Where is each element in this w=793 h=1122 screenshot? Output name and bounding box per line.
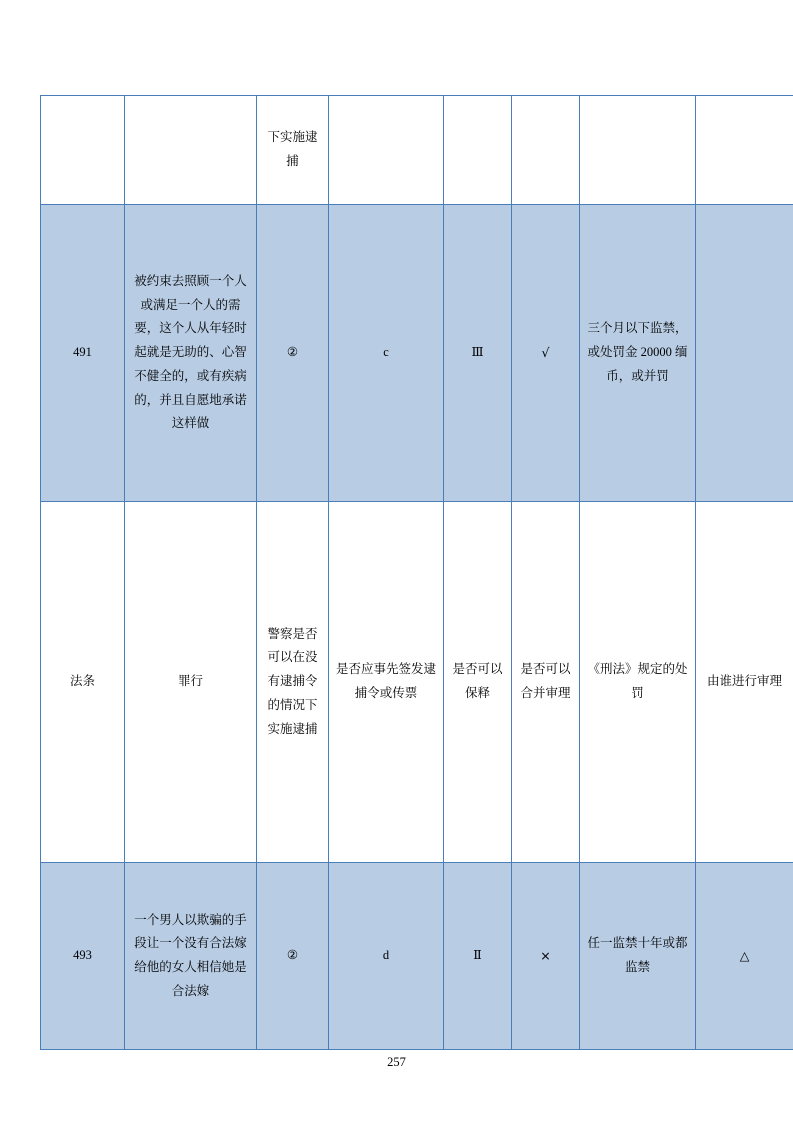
cell-bailable: Ⅱ xyxy=(444,863,512,1050)
table-row xyxy=(41,96,793,205)
header-law-article: 法条 xyxy=(41,502,125,863)
cell-warrant-or-summons: c xyxy=(329,205,444,502)
header-warrant-or-summons: 是否应事先签发逮捕令或传票 xyxy=(329,502,444,863)
cell-punishment: 任一监禁十年或都监禁 xyxy=(580,863,696,1050)
header-arrest-without-warrant: 警察是否可以在没有逮捕令的情况下实施逮捕 xyxy=(257,502,329,863)
header-offence: 罪行 xyxy=(125,502,257,863)
cell-law-article: 493 xyxy=(41,863,125,1050)
cell-law-article xyxy=(41,96,125,205)
table-row xyxy=(41,205,793,502)
cell-offence: 一个男人以欺骗的手段让一个没有合法嫁给他的女人相信她是合法嫁 xyxy=(125,863,257,1050)
cell-punishment: 三个月以下监禁，或处罚金 20000 缅币，或并罚 xyxy=(580,205,696,502)
page-number: 257 xyxy=(387,1055,406,1069)
cell-compoundable: √ xyxy=(512,205,580,502)
cell-tried-by xyxy=(696,96,793,205)
cell-compoundable: × xyxy=(512,863,580,1050)
cell-warrant-or-summons xyxy=(329,96,444,205)
cell-arrest-without-warrant: ② xyxy=(257,863,329,1050)
cell-law-article: 491 xyxy=(41,205,125,502)
cell-bailable: Ⅲ xyxy=(444,205,512,502)
table-header-row xyxy=(41,502,793,863)
header-punishment: 《刑法》规定的处罚 xyxy=(580,502,696,863)
cell-tried-by: △ xyxy=(696,863,793,1050)
header-compoundable: 是否可以合并审理 xyxy=(512,502,580,863)
cell-compoundable xyxy=(512,96,580,205)
table-row xyxy=(41,863,793,1050)
cell-tried-by xyxy=(696,205,793,502)
cell-punishment xyxy=(580,96,696,205)
cell-bailable xyxy=(444,96,512,205)
cell-offence: 被约束去照顾一个人或满足一个人的需要，这个人从年轻时起就是无助的、心智不健全的，或有疾病的，并且自愿地承诺这样做 xyxy=(125,205,257,502)
law-table xyxy=(40,95,793,1050)
cell-arrest-without-warrant: ② xyxy=(257,205,329,502)
cell-arrest-without-warrant: 下实施逮捕 xyxy=(257,96,329,205)
header-bailable: 是否可以保释 xyxy=(444,502,512,863)
cell-warrant-or-summons: d xyxy=(329,863,444,1050)
header-tried-by: 由谁进行审理 xyxy=(696,502,793,863)
cell-offence xyxy=(125,96,257,205)
